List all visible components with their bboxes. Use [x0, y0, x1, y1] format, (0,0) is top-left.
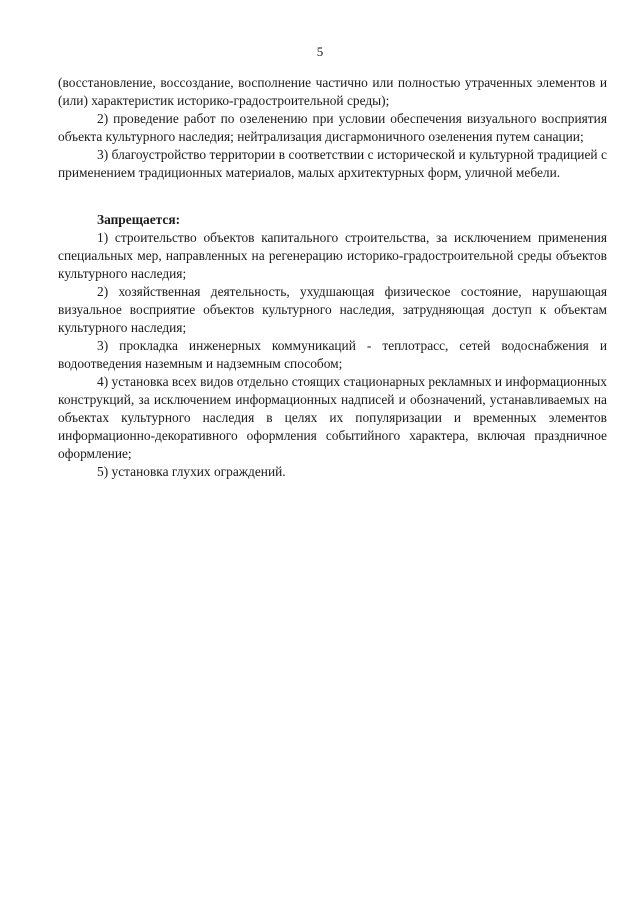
prohibited-item: 3) прокладка инженерных коммуникаций - теплотрасс, сетей водоснабжения и водоотведения наземным и надземным способом; [58, 338, 607, 371]
page-number: 5 [316, 44, 324, 59]
prohibited-item: 4) установка всех видов отдельно стоящих стационарных рекламных и информационных конструкций, за исключением информационных надписей и обозначений, устанавливаемых на объектах культурного наследия в целях их популяризации и временных элементов информационно-декоративного оформления событийного характера, включая праздничное оформление; [58, 374, 607, 461]
list-item: 3) благоустройство территории в соответствии с исторической и культурной традицией с применением традиционных материалов, малых архитектурных форм, уличной мебели. [58, 147, 607, 180]
list-item: 2) проведение работ по озеленению при условии обеспечения визуального восприятия объекта культурного наследия; нейтрализация дисгармоничного озеленения путем санации; [58, 111, 607, 144]
section-heading: Запрещается: [97, 212, 181, 227]
prohibited-item: 1) строительство объектов капитального строительства, за исключением применения специальных мер, направленных на регенерацию историко-градостроительной среды объектов культурного наследия; [58, 230, 607, 281]
prohibited-item: 5) установка глухих ограждений. [97, 464, 286, 479]
prohibited-item: 2) хозяйственная деятельность, ухудшающая физическое состояние, нарушающая визуальное восприятие объектов культурного наследия, затрудняющая доступ к объектам культурного наследия; [58, 284, 607, 335]
continued-paragraph: (восстановление, воссоздание, восполнение частично или полностью утраченных элементов и (или) характеристик историко-градостроительной среды); [58, 75, 607, 108]
document-body [58, 74, 607, 481]
